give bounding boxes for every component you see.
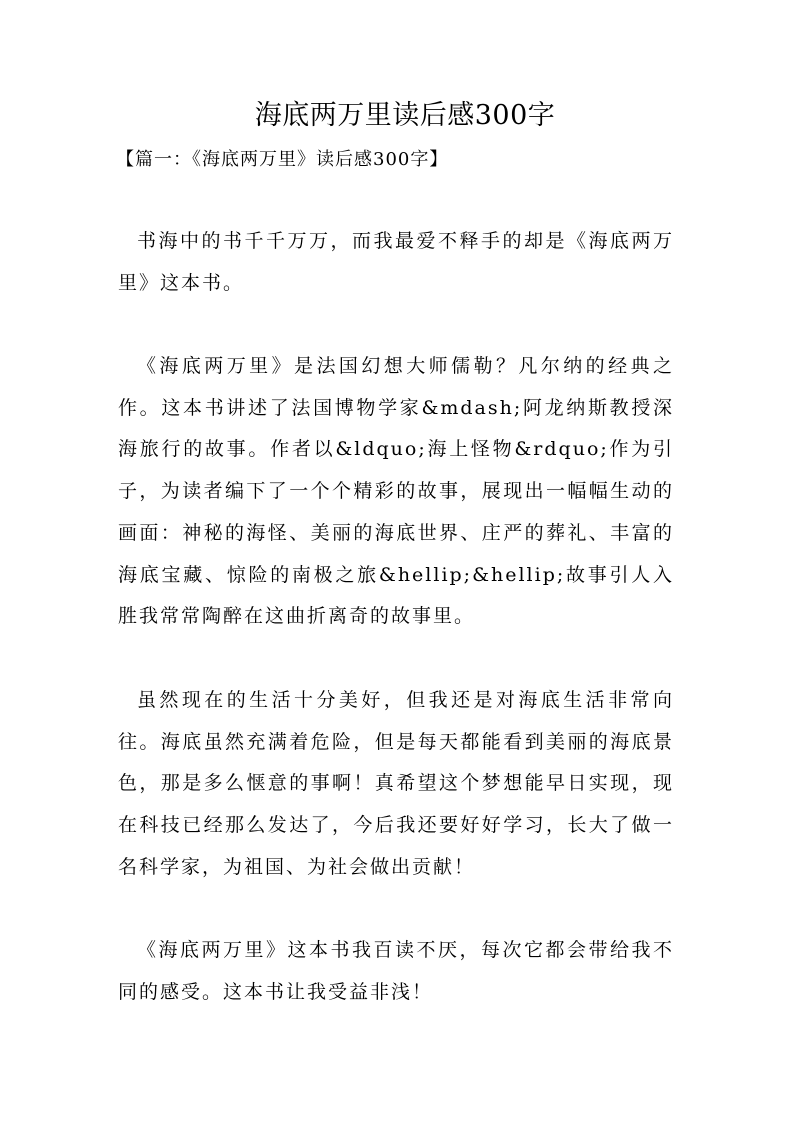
paragraph-3: 虽然现在的生活十分美好，但我还是对海底生活非常向往。海底虽然充满着危险，但是每天都能看到美丽的海底景色，那是多么惬意的事啊！真希望这个梦想能早日实现，现在科技已经那么发达了，今后我还要好好学习，长大了做一名科学家，为祖国、为社会做出贡献！	[118, 689, 674, 878]
paragraph-4: 《海底两万里》这本书我百读不厌，每次它都会带给我不同的感受。这本书让我受益非浅！	[118, 939, 674, 1003]
paragraph-2: 《海底两万里》是法国幻想大师儒勒？凡尔纳的经典之作。这本书讲述了法国博物学家&mdash;阿龙纳斯教授深海旅行的故事。作者以&ldquo;海上怪物&rdquo;作为引子，为读者编下了一个个精彩的故事，展现出一幅幅生动的画面：神秘的海怪、美丽的海底世界、庄严的葬礼、丰富的海底宝藏、惊险的南极之旅&hellip;&hellip;故事引人入胜我常常陶醉在这曲折离奇的故事里。	[118, 355, 674, 628]
document-title: 海底两万里读后感300字	[254, 100, 556, 131]
paragraph-1: 书海中的书千千万万，而我最爱不释手的却是《海底两万里》这本书。	[118, 230, 674, 294]
section-heading: 【篇一：《海底两万里》读后感300字】	[116, 149, 449, 170]
